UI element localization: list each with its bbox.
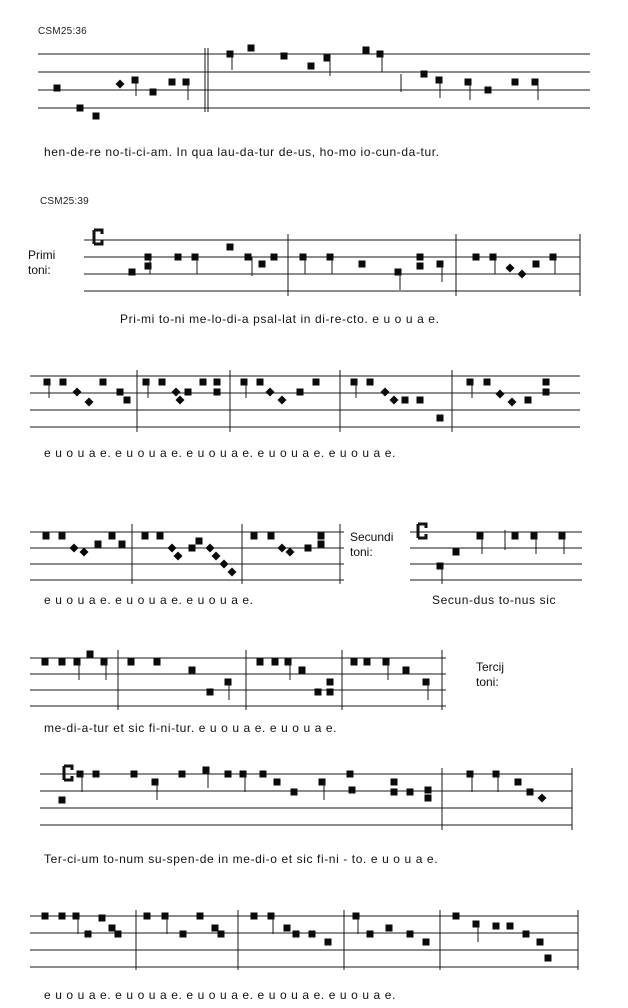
staff-id-label: CSM25:39 xyxy=(40,196,89,207)
neume-square xyxy=(225,679,232,686)
neume-square xyxy=(421,71,428,78)
neume-square xyxy=(85,931,92,938)
neume-rhombus xyxy=(508,398,517,407)
neume-rhombus xyxy=(172,388,181,397)
neume-square xyxy=(93,113,100,120)
neume-square xyxy=(59,659,66,666)
neume-square xyxy=(42,913,49,920)
neume-rhombus xyxy=(538,794,547,803)
neume-square xyxy=(436,77,443,84)
neume-square xyxy=(117,389,124,396)
neume-square xyxy=(59,533,66,540)
neume-square xyxy=(271,254,278,261)
neume-square xyxy=(364,659,371,666)
neume-square xyxy=(260,771,267,778)
neume-square xyxy=(272,659,279,666)
neume-square xyxy=(407,789,414,796)
neume-rhombus xyxy=(390,396,399,405)
neume-rhombus xyxy=(176,396,185,405)
neume-square xyxy=(327,689,334,696)
neume-square xyxy=(417,254,424,261)
lyrics-line: Ter-ci-um to-num su-spen-de in me-di-o et sic fi-ni - to. e u o u a e. xyxy=(44,852,439,866)
mode-label-line: toni: xyxy=(476,675,499,689)
neume-rhombus xyxy=(174,552,183,561)
neume-square xyxy=(367,379,374,386)
neume-square xyxy=(248,45,255,52)
neume-square xyxy=(214,389,221,396)
neume-square xyxy=(109,533,116,540)
mode-label-line: Primi xyxy=(28,248,56,262)
neume-rhombus xyxy=(73,388,82,397)
neume-square xyxy=(124,397,131,404)
neume-square xyxy=(417,397,424,404)
neume-rhombus xyxy=(381,388,390,397)
neume-square xyxy=(327,679,334,686)
neume-rhombus xyxy=(70,544,79,553)
neume-square xyxy=(485,87,492,94)
c-clef-icon xyxy=(418,524,426,538)
neume-square xyxy=(532,79,539,86)
neume-square xyxy=(259,261,266,268)
neume-square xyxy=(212,925,219,932)
neume-square xyxy=(197,913,204,920)
neume-square xyxy=(525,397,532,404)
neume-square xyxy=(291,789,298,796)
neume-square xyxy=(245,254,252,261)
neume-square xyxy=(349,787,356,794)
neume-square xyxy=(150,89,157,96)
lyrics-line: hen-de-re no-ti-ci-am. In qua lau-da-tur de-us, ho-mo io-cun-da-tur. xyxy=(44,145,440,159)
neume-square xyxy=(180,931,187,938)
neume-square xyxy=(99,915,106,922)
neume-square xyxy=(308,63,315,70)
neume-square xyxy=(403,667,410,674)
mode-label-primi xyxy=(28,248,55,278)
lyrics-line: e u o u a e. e u o u a e. e u o u a e. e u o u a e. e u o u a e. xyxy=(44,988,396,1002)
neume-square xyxy=(42,659,49,666)
neume-square xyxy=(200,379,207,386)
neume-square xyxy=(318,533,325,540)
neume-square xyxy=(119,541,126,548)
c-clef-icon xyxy=(94,230,102,244)
neume-square xyxy=(227,244,234,251)
neume-square xyxy=(318,541,325,548)
neume-square xyxy=(473,254,480,261)
neume-square xyxy=(115,931,122,938)
neume-square xyxy=(43,533,50,540)
neume-square xyxy=(484,379,491,386)
neume-square xyxy=(425,787,432,794)
staff-id-label: CSM25:36 xyxy=(38,26,87,37)
neume-square xyxy=(386,925,393,932)
neume-square xyxy=(351,659,358,666)
neume-square xyxy=(131,771,138,778)
neume-square xyxy=(281,53,288,60)
neume-square xyxy=(363,47,370,54)
neume-square xyxy=(179,771,186,778)
neume-square xyxy=(309,931,316,938)
neume-square xyxy=(268,533,275,540)
neume-square xyxy=(527,789,534,796)
neume-square xyxy=(225,771,232,778)
neume-square xyxy=(251,533,258,540)
neume-rhombus xyxy=(80,548,89,557)
neume-square xyxy=(207,689,214,696)
neume-square xyxy=(315,689,322,696)
lyrics-line: e u o u a e. e u o u a e. e u o u a e. e u o u a e. e u o u a e. xyxy=(44,446,396,460)
neume-square xyxy=(407,931,414,938)
neume-rhombus xyxy=(206,544,215,553)
neume-square xyxy=(325,939,332,946)
neume-square xyxy=(533,261,540,268)
neume-square xyxy=(324,55,331,62)
neume-square xyxy=(367,931,374,938)
neume-square xyxy=(54,85,61,92)
neume-square xyxy=(132,77,139,84)
neume-square xyxy=(95,541,102,548)
neume-square xyxy=(359,261,366,268)
neume-square xyxy=(257,379,264,386)
neume-rhombus xyxy=(212,552,221,561)
neume-square xyxy=(512,79,519,86)
neume-rhombus xyxy=(168,544,177,553)
neume-square xyxy=(129,269,136,276)
neume-square xyxy=(218,931,225,938)
neume-square xyxy=(293,931,300,938)
neume-rhombus xyxy=(85,398,94,407)
neume-square xyxy=(109,925,116,932)
neume-rhombus xyxy=(228,568,237,577)
neume-square xyxy=(537,939,544,946)
neume-square xyxy=(453,549,460,556)
neume-square xyxy=(402,397,409,404)
mode-label-line: toni: xyxy=(28,263,51,277)
neume-rhombus xyxy=(266,388,275,397)
neume-square xyxy=(545,955,552,962)
neume-square xyxy=(154,659,161,666)
lyrics-line: Pri-mi to-ni me-lo-di-a psal-lat in di-re-cto. e u o u a e. xyxy=(120,312,440,326)
neume-square xyxy=(347,771,354,778)
neume-square xyxy=(196,538,203,545)
neume-square xyxy=(189,667,196,674)
neume-square xyxy=(515,779,522,786)
mode-label-tercii xyxy=(476,660,504,690)
neume-square xyxy=(251,913,258,920)
neume-square xyxy=(214,379,221,386)
neume-square xyxy=(453,913,460,920)
neume-square xyxy=(189,545,196,552)
neume-square xyxy=(493,923,500,930)
neume-square xyxy=(59,913,66,920)
neume-square xyxy=(543,379,550,386)
neume-square xyxy=(507,923,514,930)
neume-square xyxy=(391,779,398,786)
mode-label-line: Secundi xyxy=(350,530,394,544)
neume-square xyxy=(512,533,519,540)
mode-label-line: toni: xyxy=(350,545,373,559)
neume-square xyxy=(297,389,304,396)
neume-square xyxy=(169,79,176,86)
neume-rhombus xyxy=(496,390,505,399)
lyrics-line: me-di-a-tur et sic fi-ni-tur. e u o u a e. e u o u a e. xyxy=(44,721,338,735)
neume-square xyxy=(87,651,94,658)
neume-square xyxy=(157,533,164,540)
neume-square xyxy=(77,105,84,112)
lyrics-line: e u o u a e. e u o u a e. e u o u a e. xyxy=(44,593,254,607)
neume-square xyxy=(93,771,100,778)
neume-rhombus xyxy=(116,80,125,89)
neume-square xyxy=(391,789,398,796)
neume-square xyxy=(60,379,67,386)
neume-square xyxy=(185,389,192,396)
neume-square xyxy=(274,779,281,786)
mode-label-line: Tercij xyxy=(476,660,505,674)
mode-label-secundi xyxy=(350,530,393,560)
neume-square xyxy=(284,925,291,932)
neume-square xyxy=(159,379,166,386)
neume-square xyxy=(299,667,306,674)
neume-square xyxy=(523,931,530,938)
lyrics-line: Secun-dus to-nus sic xyxy=(432,593,557,607)
neume-square xyxy=(100,379,107,386)
neume-square xyxy=(423,939,430,946)
neume-square xyxy=(437,415,444,422)
neume-square xyxy=(425,795,432,802)
neume-square xyxy=(313,379,320,386)
neume-square xyxy=(305,545,312,552)
neume-rhombus xyxy=(278,396,287,405)
neume-square xyxy=(543,389,550,396)
neume-square xyxy=(128,659,135,666)
c-clef-icon xyxy=(64,766,72,780)
neume-rhombus xyxy=(220,560,229,569)
neume-square xyxy=(417,263,424,270)
neume-square xyxy=(144,913,151,920)
neume-rhombus xyxy=(506,264,515,273)
neume-rhombus xyxy=(286,548,295,557)
neume-rhombus xyxy=(518,270,527,279)
neume-square xyxy=(142,533,149,540)
neume-square xyxy=(257,659,264,666)
neume-square xyxy=(175,254,182,261)
neume-square xyxy=(59,797,66,804)
neume-rhombus xyxy=(278,544,287,553)
